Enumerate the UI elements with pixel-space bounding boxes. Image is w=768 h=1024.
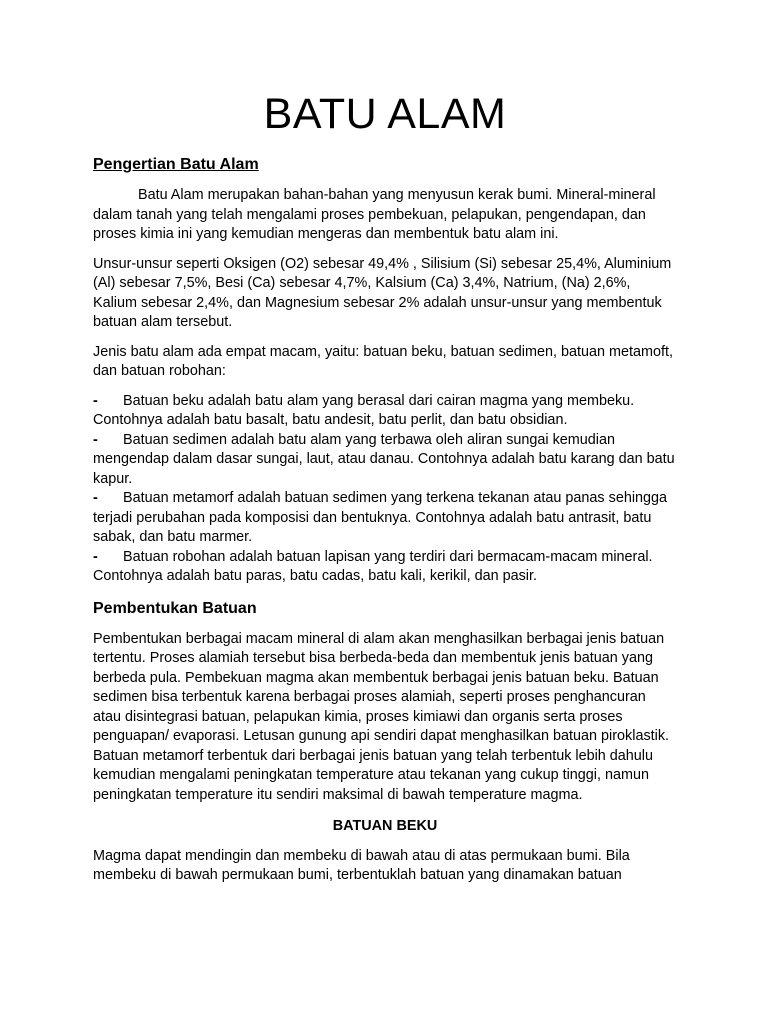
composition-paragraph: Unsur-unsur seperti Oksigen (O2) sebesar 49,4% , Silisium (Si) sebesar 25,4%, Aluminium (Al) sebesar 7,5%, Besi (Ca) sebesar 4,7%, Kalsium (Ca) 3,4%, Natrium, (Na) 2,6%, Kalium sebesar 2,4%, dan Magnesium sebesar 2% adalah unsur-unsur yang membentuk batuan alam tersebut. <box>93 255 672 330</box>
list-item-text: Batuan robohan adalah batuan lapisan yang terdiri dari bermacam-macam mineral. Contohnya adalah batu paras, batu cadas, batu kali, kerikil, dan pasir. <box>93 548 653 584</box>
list-item-text: Batuan metamorf adalah batuan sedimen yang terkena tekanan atau panas sehingga terjadi perubahan pada komposisi dan bentuknya. Contohnya adalah batu antrasit, batu sabak, dan batu marmer. <box>93 490 668 545</box>
igneous-paragraph: Magma dapat mendingin dan membeku di bawah atau di atas permukaan bumi. Bila membeku di bawah permukaan bumi, terbentuklah batuan yang dinamakan batuan <box>93 847 630 883</box>
list-item <box>93 548 677 587</box>
intro-paragraph: Batu Alam merupakan bahan-bahan yang menyusun kerak bumi. Mineral-mineral dalam tanah yang telah mengalami proses pembekuan, pelapukan, pengendapan, dan proses kimia ini yang kemudian mengeras dan membentuk batu alam ini. <box>93 187 656 242</box>
document-content <box>93 88 677 886</box>
rock-types-list <box>93 392 677 587</box>
list-item <box>93 489 677 548</box>
document-title: BATU ALAM <box>263 90 507 138</box>
section-heading-pembentukan: Pembentukan Batuan <box>93 599 257 617</box>
subheading-batuan-beku: BATUAN BEKU <box>332 818 438 834</box>
bullet-marker: - <box>93 431 98 448</box>
types-intro-paragraph: Jenis batu alam ada empat macam, yaitu: batuan beku, batuan sedimen, batuan metamoft, dan batuan robohan: <box>93 343 673 379</box>
list-item <box>93 392 677 431</box>
list-item <box>93 431 677 490</box>
bullet-marker: - <box>93 490 98 506</box>
list-item-text: Batuan beku adalah batu alam yang berasal dari cairan magma yang membeku. Contohnya adalah batu basalt, batu andesit, batu perlit, dan batu obsidian. <box>93 392 635 428</box>
formation-paragraph: Pembentukan berbagai macam mineral di alam akan menghasilkan berbagai jenis batuan tertentu. Proses alamiah tersebut bisa berbeda-beda dan membentuk jenis batuan yang berbeda pula. Pembekuan magma akan membentuk berbagai jenis batuan beku. Batuan sedimen bisa terbentuk karena berbagai proses alamiah, seperti proses penghancuran atau disintegrasi batuan, pelapukan kimia, proses kimiawi dan organis serta proses penguapan/ evaporasi. Letusan gunung api sendiri dapat menghasilkan batuan piroklastik. Batuan metamorf terbentuk dari berbagai jenis batuan yang telah terbentuk lebih dahulu kemudian mengalami peningkatan temperature atau tekanan yang cukup tinggi, namun peningkatan temperature itu sendiri maksimal di bawah temperature magma. <box>93 630 670 803</box>
bullet-marker: - <box>93 392 98 409</box>
list-item-text: Batuan sedimen adalah batu alam yang terbawa oleh aliran sungai kemudian mengendap dalam dasar sungai, laut, atau danau. Contohnya adalah batu karang dan batu kapur. <box>93 431 675 487</box>
section-heading-pengertian: Pengertian Batu Alam <box>93 156 259 173</box>
bullet-marker: - <box>93 548 98 565</box>
